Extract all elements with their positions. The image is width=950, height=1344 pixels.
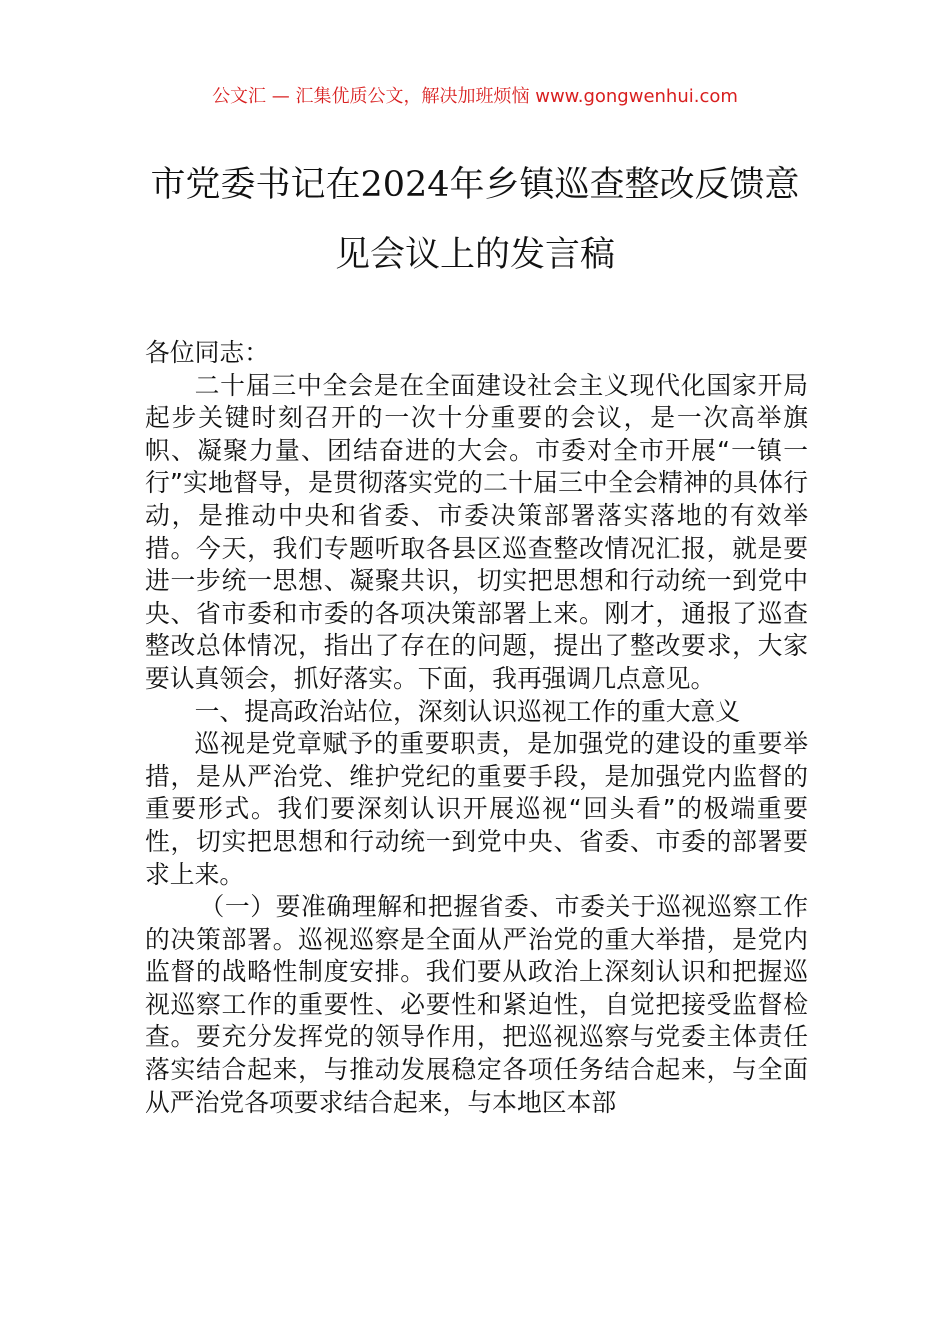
site-banner: 公文汇 — 汇集优质公文，解决加班烦恼 www.gongwenhui.com xyxy=(212,86,738,107)
salutation: 各位同志： xyxy=(145,338,269,367)
paragraph-inspection: 巡视是党章赋予的重要职责，是加强党的建设的重要举措，是从严治党、维护党纪的重要手段，是加强党内监督的重要形式。我们要深刻认识开展巡视“回头看”的极端重要性，切实把思想和行动统一到党中央、省委、市委的部署要求上来。 xyxy=(145,729,808,889)
title-line-2: 见会议上的发言稿 xyxy=(334,235,615,275)
paragraph-subsection-1: （一）要准确理解和把握省委、市委关于巡视巡察工作的决策部署。巡视巡察是全面从严治党的重大举措，是党内监督的战略性制度安排。我们要从政治上深刻认识和把握巡视巡察工作的重要性、必要性和紧迫性，自觉把接受监督检查。要充分发挥党的领导作用，把巡视巡察与党委主体责任落实结合起来，与推动发展稳定各项任务结合起来，与全面从严治党各项要求结合起来，与本地区本部 xyxy=(145,892,808,1117)
paragraph-intro: 二十届三中全会是在全面建设社会主义现代化国家开局起步关键时刻召开的一次十分重要的会议，是一次高举旗帜、凝聚力量、团结奋进的大会。市委对全市开展“一镇一行”实地督导，是贯彻落实党的二十届三中全会精神的具体行动，是推动中央和省委、市委决策部署落实落地的有效举措。今天，我们专题听取各县区巡查整改情况汇报，就是要进一步统一思想、凝聚共识，切实把思想和行动统一到党中央、省市委和市委的各项决策部署上来。刚才，通报了巡查整改总体情况，指出了存在的问题，提出了整改要求，大家要认真领会，抓好落实。下面，我再强调几点意见。 xyxy=(145,370,808,693)
section-heading: 一、提高政治站位，深刻认识巡视工作的重大意义 xyxy=(194,696,741,726)
title-line-1: 市党委书记在2024年乡镇巡查整改反馈意 xyxy=(150,165,800,205)
document-body xyxy=(145,337,808,1119)
document-title xyxy=(120,150,830,290)
